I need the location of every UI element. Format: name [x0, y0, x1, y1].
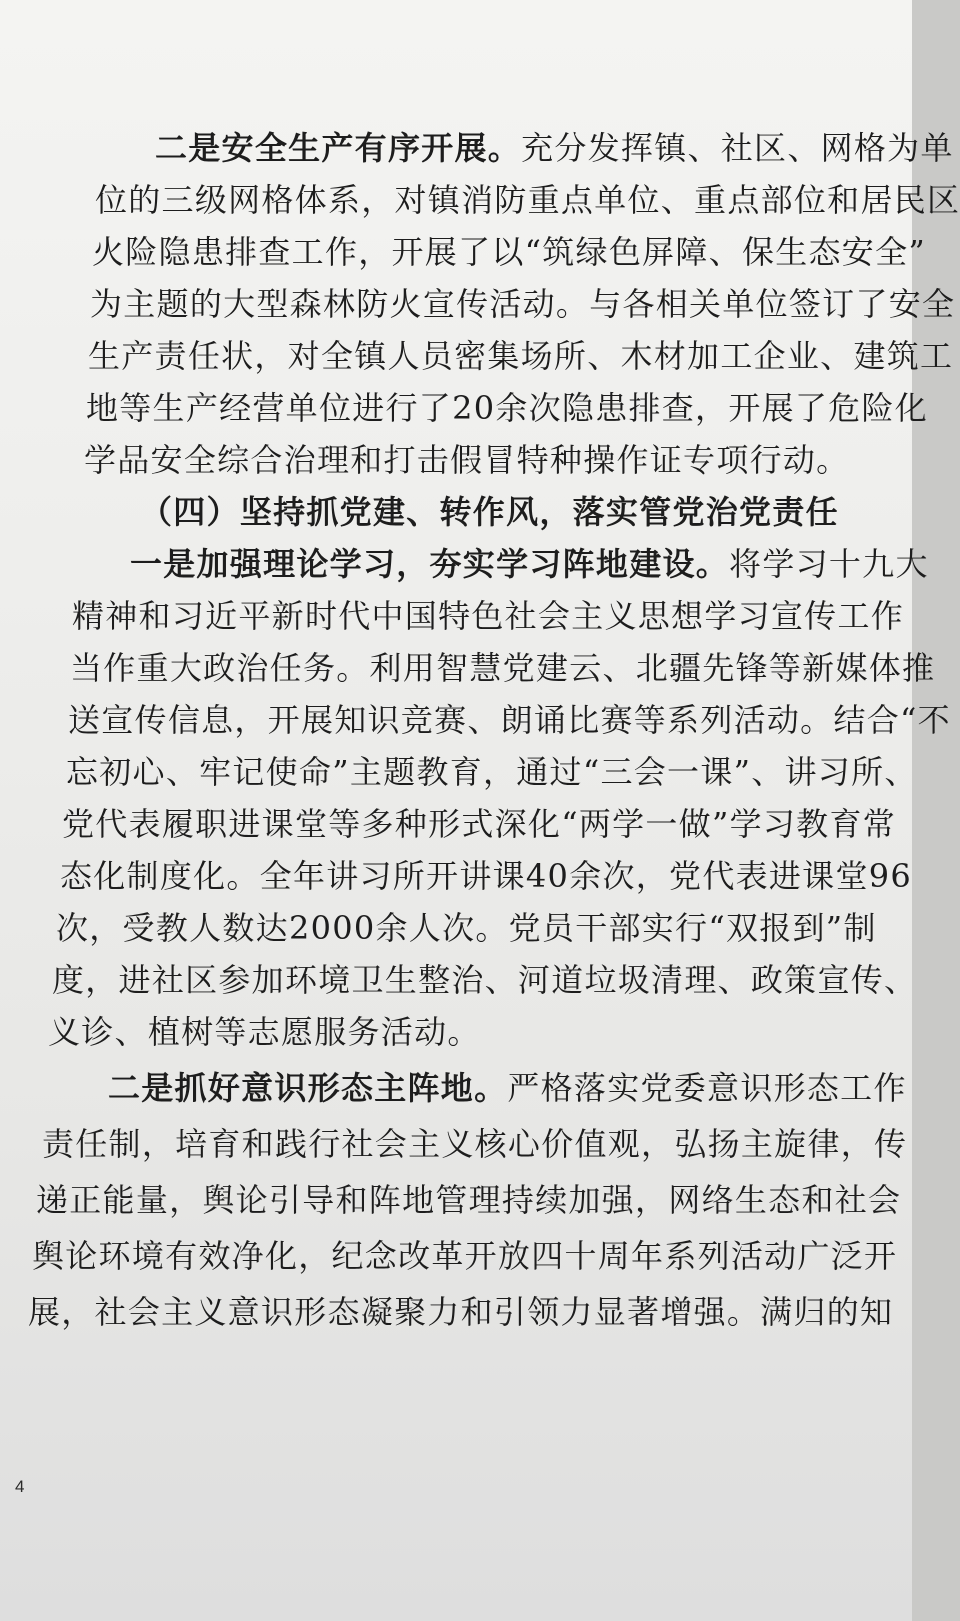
para3-line1-rest: 严格落实党委意识形态工作 [507, 1069, 907, 1107]
para2-line-4: 送宣传信息，开展知识竞赛、朗诵比赛等系列活动。结合“不 [68, 701, 951, 739]
para3-line-3: 递正能量，舆论引导和阵地管理持续加强，网络生态和社会 [36, 1181, 902, 1219]
para1-line-1 [155, 120, 954, 176]
para1-line1-rest: 充分发挥镇、社区、网格为单 [521, 129, 954, 167]
para2-lead: 一是加强理论学习，夯实学习阵地建设。 [130, 545, 730, 583]
para2-line1-rest: 将学习十九大 [729, 545, 929, 583]
page-number: 4 [15, 1477, 25, 1496]
para2-line-5: 忘初心、牢记使命”主题教育，通过“三会一课”、讲习所、 [66, 753, 918, 791]
para3-line-1 [108, 1060, 907, 1116]
para2-line-3: 当作重大政治任务。利用智慧党建云、北疆先锋等新媒体推 [70, 649, 936, 687]
section-heading: （四）坚持抓党建、转作风，落实管党治党责任 [140, 493, 839, 531]
para2-line-10: 义诊、植树等志愿服务活动。 [48, 1013, 481, 1051]
para1-line-7: 学品安全综合治理和打击假冒特种操作证专项行动。 [84, 441, 850, 479]
para3-line-4: 舆论环境有效净化，纪念改革开放四十周年系列活动广泛开 [32, 1237, 898, 1275]
para1-line-5: 生产责任状，对全镇人员密集场所、木材加工企业、建筑工 [88, 337, 954, 375]
para1-line-6: 地等生产经营单位进行了20余次隐患排查，开展了危险化 [86, 389, 929, 427]
para1-line-3: 火险隐患排查工作，开展了以“筑绿色屏障、保生态安全” [92, 233, 927, 271]
para2-line-1 [130, 536, 929, 592]
para3-line-2: 责任制，培育和践行社会主义核心价值观，弘扬主旋律，传 [42, 1125, 908, 1163]
para1-line-4: 为主题的大型森林防火宣传活动。与各相关单位签订了安全 [90, 285, 956, 323]
para2-line-7: 态化制度化。全年讲习所开讲课40余次，党代表进课堂96 [60, 857, 912, 895]
para1-lead: 二是安全生产有序开展。 [155, 129, 522, 167]
para3-lead: 二是抓好意识形态主阵地。 [108, 1069, 508, 1107]
para2-line-9: 度，进社区参加环境卫生整治、河道垃圾清理、政策宣传、 [52, 961, 918, 999]
para2-line-6: 党代表履职进课堂等多种形式深化“两学一做”学习教育常 [62, 805, 897, 843]
para3-line-5: 展，社会主义意识形态凝聚力和引领力显著增强。满归的知 [28, 1293, 894, 1331]
para1-line-2: 位的三级网格体系，对镇消防重点单位、重点部位和居民区 [95, 181, 960, 219]
para2-line-2: 精神和习近平新时代中国特色社会主义思想学习宣传工作 [72, 597, 905, 635]
para2-line-8: 次，受教人数达2000余人次。党员干部实行“双报到”制 [56, 909, 877, 947]
